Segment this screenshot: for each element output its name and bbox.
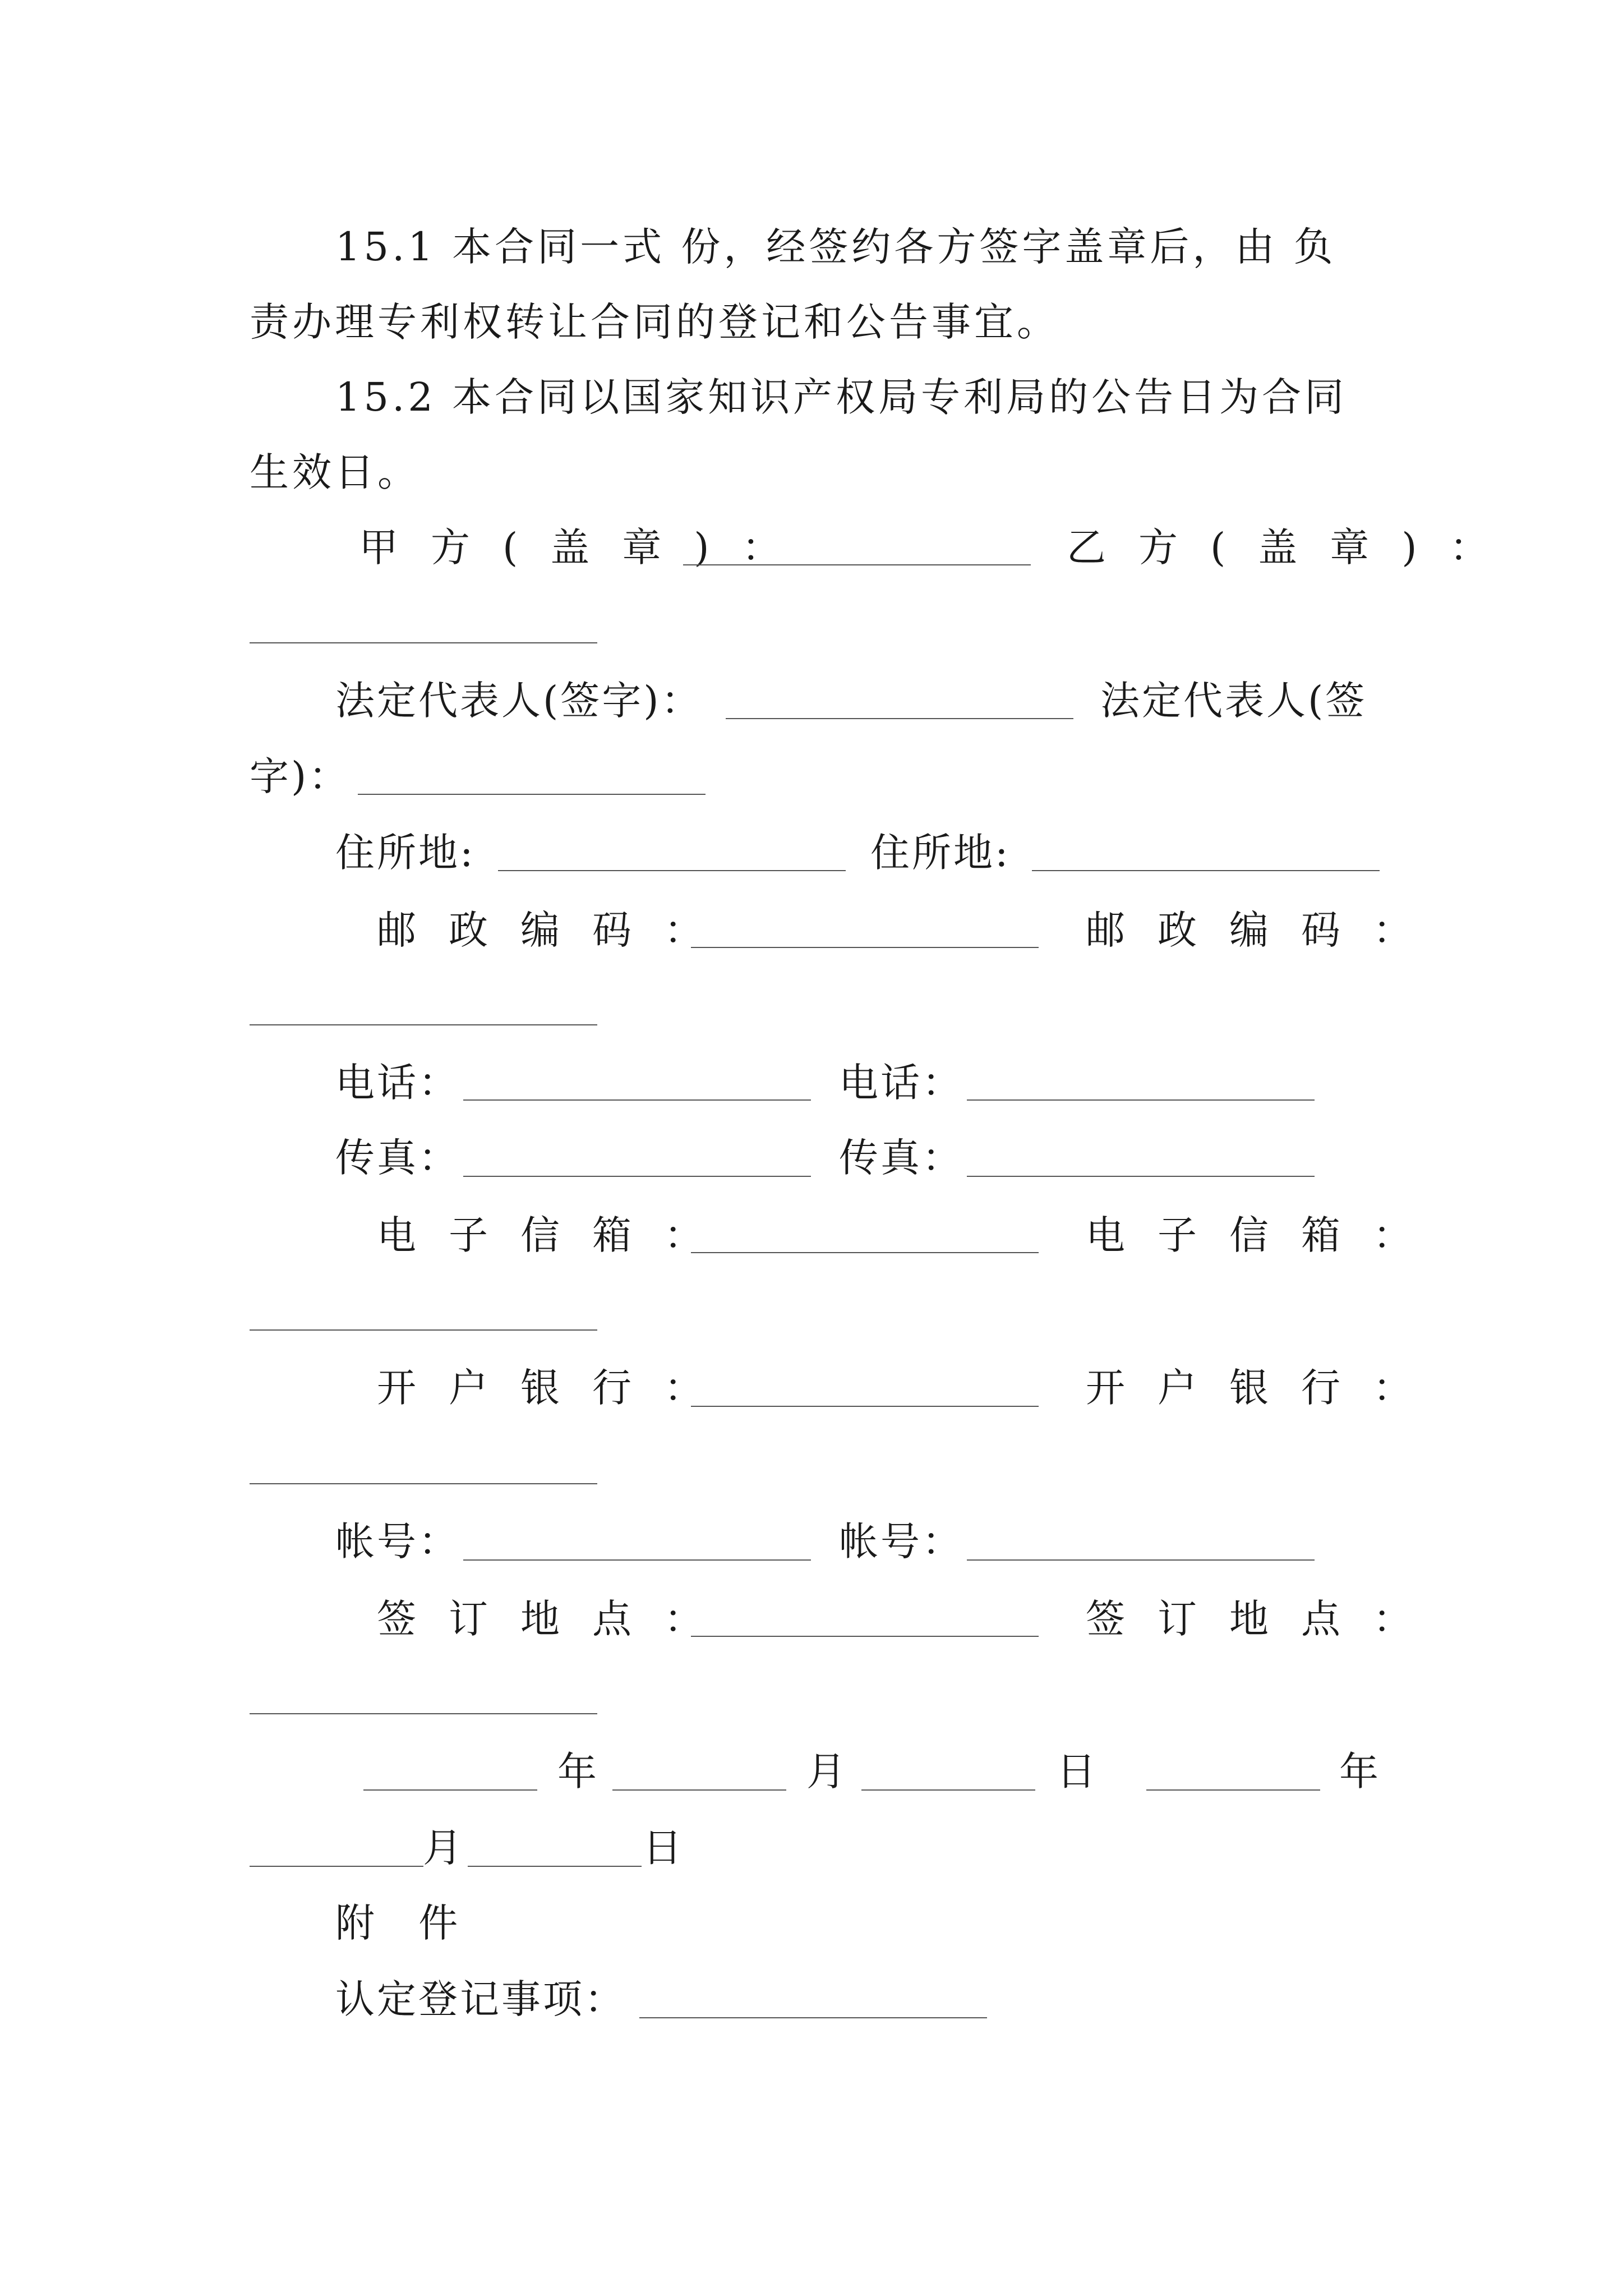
date-b-month-blank[interactable]	[250, 1866, 423, 1867]
address-b-blank[interactable]	[1032, 870, 1380, 871]
clause-15-2-line2: 生效日。	[250, 449, 420, 495]
address-a-label: 住所地:	[335, 830, 476, 876]
phone-b-label: 电话：	[839, 1060, 963, 1106]
email-a-label: 电子信箱：	[377, 1212, 736, 1258]
place-b-blank[interactable]	[250, 1713, 597, 1714]
account-b-blank[interactable]	[967, 1559, 1315, 1561]
place-a-blank[interactable]	[691, 1636, 1039, 1637]
fax-b-blank[interactable]	[967, 1176, 1315, 1177]
place-a-label: 签订地点：	[377, 1596, 736, 1642]
legal-rep-b-label-part1: 法定代表人(签	[1100, 678, 1367, 724]
registration-label: 认定登记事项：	[335, 1976, 626, 2022]
date-a-year-blank[interactable]	[363, 1789, 537, 1791]
email-b-blank[interactable]	[250, 1329, 597, 1331]
account-a-label: 帐号：	[335, 1519, 460, 1565]
legal-rep-b-label-part2: 字)：	[250, 753, 351, 799]
date-a-month-blank[interactable]	[612, 1789, 786, 1791]
phone-a-blank[interactable]	[463, 1099, 811, 1101]
postcode-a-label: 邮政编码：	[377, 907, 736, 953]
phone-a-label: 电话：	[335, 1060, 460, 1106]
postcode-a-blank[interactable]	[691, 947, 1039, 948]
bank-b-blank[interactable]	[250, 1483, 597, 1484]
appendix-title: 附 件	[335, 1900, 474, 1946]
fax-a-blank[interactable]	[463, 1176, 811, 1177]
party-a-seal-blank[interactable]	[683, 564, 1031, 565]
party-a-seal-label: 甲方(盖章)：	[359, 524, 814, 570]
fax-a-label: 传真：	[335, 1135, 460, 1181]
date-b-year-label: 年	[1339, 1749, 1378, 1795]
date-a-day-blank[interactable]	[861, 1789, 1035, 1791]
clause-15-1-line2: 责办理专利权转让合同的登记和公告事宜。	[250, 299, 1059, 345]
date-b-day-label: 日	[643, 1825, 682, 1871]
account-a-blank[interactable]	[463, 1559, 811, 1561]
bank-b-label: 开户银行：	[1086, 1365, 1445, 1411]
bank-a-label: 开户银行：	[377, 1365, 736, 1411]
address-b-label: 住所地:	[870, 830, 1011, 876]
postcode-b-label: 邮政编码：	[1086, 907, 1445, 953]
registration-blank[interactable]	[639, 2017, 987, 2018]
fax-b-label: 传真：	[839, 1135, 963, 1181]
postcode-b-blank[interactable]	[250, 1024, 597, 1025]
legal-rep-a-blank[interactable]	[726, 718, 1073, 719]
account-b-label: 帐号：	[839, 1519, 963, 1565]
date-a-day-label: 日	[1057, 1749, 1096, 1795]
clause-15-1-line1: 15.1 本合同一式 份，经签约各方签字盖章后，由 负	[335, 224, 1336, 270]
date-b-year-blank[interactable]	[1146, 1789, 1320, 1791]
clause-15-2-line1: 15.2 本合同以国家知识产权局专利局的公告日为合同	[335, 374, 1348, 420]
place-b-label: 签订地点：	[1086, 1596, 1445, 1642]
date-b-day-blank[interactable]	[468, 1866, 642, 1867]
email-b-label: 电子信箱：	[1086, 1212, 1445, 1258]
date-b-month-label: 月	[423, 1825, 462, 1871]
party-b-seal-blank[interactable]	[250, 642, 597, 643]
legal-rep-b-blank[interactable]	[358, 794, 706, 795]
date-a-month-label: 月	[806, 1749, 846, 1795]
party-b-seal-label: 乙方(盖章)：	[1067, 524, 1521, 570]
address-a-blank[interactable]	[498, 870, 846, 871]
bank-a-blank[interactable]	[691, 1406, 1039, 1407]
phone-b-blank[interactable]	[967, 1099, 1315, 1101]
legal-rep-a-label: 法定代表人(签字)：	[335, 678, 703, 724]
date-a-year-label: 年	[557, 1749, 597, 1795]
email-a-blank[interactable]	[691, 1252, 1039, 1253]
